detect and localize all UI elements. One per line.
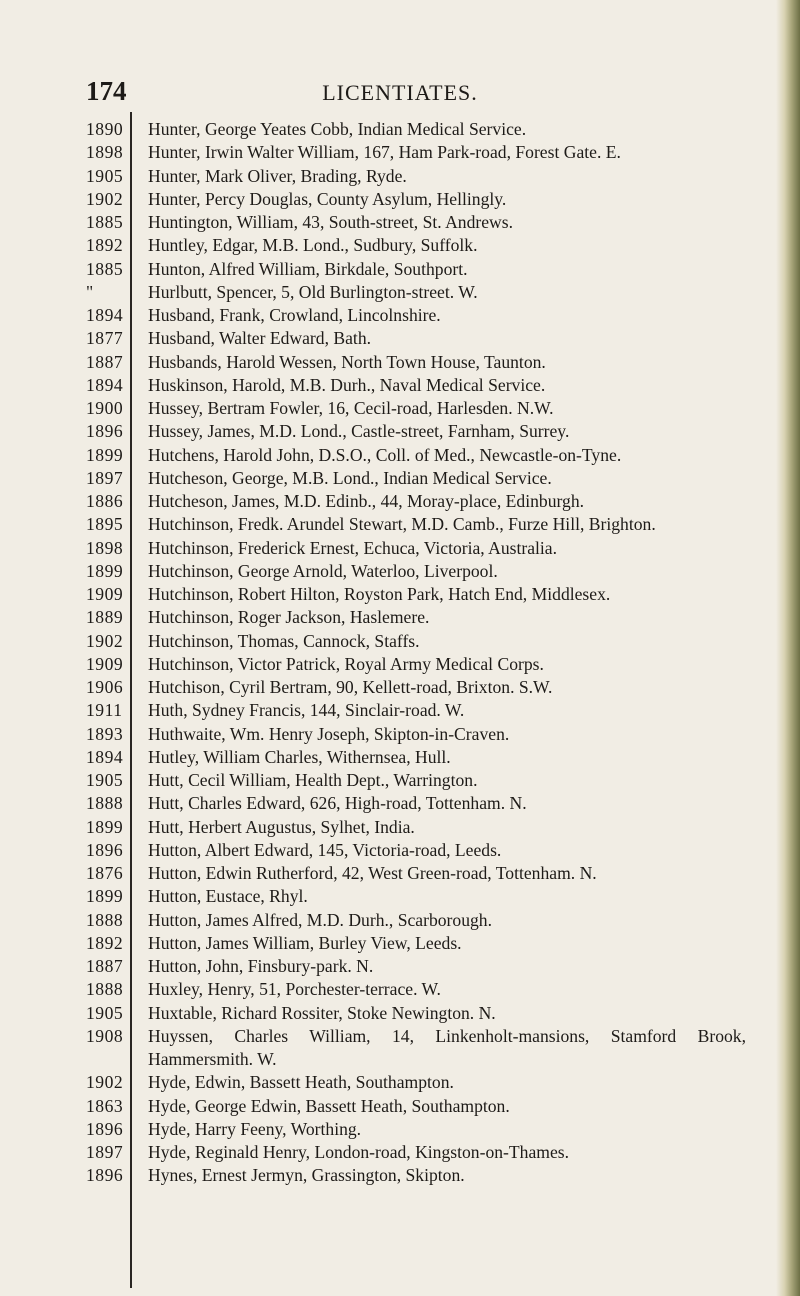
- entry-text: Hutchinson, Roger Jackson, Haslemere.: [148, 607, 430, 628]
- list-item: [86, 699, 746, 722]
- entry-year: 1887: [86, 956, 124, 976]
- list-item: [86, 420, 746, 443]
- entry-text: Huntington, William, 43, South-street, St. Andrews.: [148, 212, 514, 232]
- list-item: [86, 1002, 746, 1025]
- entry-text: Hutton, James Alfred, M.D. Durh., Scarborough.: [148, 909, 493, 930]
- entry-year: ": [86, 281, 94, 302]
- list-item: [86, 281, 746, 304]
- entry-year: 1894: [86, 305, 124, 325]
- entry-year: 1892: [86, 235, 124, 256]
- entry-text: Hurlbutt, Spencer, 5, Old Burlington-street. W.: [148, 281, 478, 302]
- entry-year: 1906: [86, 677, 124, 697]
- entry-year: 1890: [86, 119, 124, 139]
- entry-text: Hutchinson, Frederick Ernest, Echuca, Victoria, Australia.: [148, 537, 558, 558]
- entry-year: 1899: [86, 886, 124, 907]
- entry-text: Huxley, Henry, 51, Porchester-terrace. W.: [148, 979, 441, 1000]
- list-item: [86, 374, 746, 397]
- entry-text: Hutt, Charles Edward, 626, High-road, Tottenham. N.: [148, 793, 527, 814]
- list-item: [86, 490, 746, 513]
- list-item: [86, 723, 746, 746]
- list-item: [86, 653, 746, 676]
- entry-text: Hunter, Mark Oliver, Brading, Ryde.: [148, 165, 407, 186]
- list-item: [86, 560, 746, 583]
- entry-year: 1885: [86, 212, 124, 232]
- list-item: [86, 932, 746, 955]
- entry-year: 1885: [86, 258, 124, 279]
- entry-year: 1898: [86, 537, 124, 558]
- entry-year: 1887: [86, 351, 124, 372]
- entry-text: Huntley, Edgar, M.B. Lond., Sudbury, Suffolk.: [148, 235, 478, 256]
- list-item: [86, 839, 746, 862]
- entry-year: 1905: [86, 165, 124, 186]
- entry-year: 1905: [86, 770, 124, 790]
- entry-year: 1898: [86, 142, 124, 163]
- entry-text: Hutt, Cecil William, Health Dept., Warrington.: [148, 770, 478, 790]
- list-item: [86, 141, 746, 164]
- entry-year: 1896: [86, 1165, 124, 1186]
- page-number: 174: [86, 76, 127, 106]
- list-item: [86, 1141, 746, 1164]
- entry-year: 1899: [86, 816, 124, 837]
- entry-year: 1876: [86, 863, 124, 883]
- entry-text: Hutton, John, Finsbury-park. N.: [148, 956, 374, 976]
- list-item: [86, 885, 746, 908]
- entry-text: Hutchinson, George Arnold, Waterloo, Liverpool.: [148, 560, 498, 581]
- list-item: [86, 397, 746, 420]
- list-item: [86, 258, 746, 281]
- entry-text: Hyde, Edwin, Bassett Heath, Southampton.: [148, 1072, 454, 1093]
- entry-text: Hynes, Ernest Jermyn, Grassington, Skipton.: [148, 1165, 465, 1186]
- entry-text: Hutton, Eustace, Rhyl.: [148, 886, 308, 907]
- list-item: [86, 513, 746, 536]
- entry-year: 1902: [86, 1072, 124, 1093]
- entry-year: 1894: [86, 374, 124, 395]
- entry-text: Hutchison, Cyril Bertram, 90, Kellett-road, Brixton. S.W.: [148, 677, 553, 697]
- entry-text: Hunton, Alfred William, Birkdale, Southport.: [148, 258, 468, 279]
- list-item: [86, 816, 746, 839]
- entry-year: 1902: [86, 630, 124, 651]
- entry-year: 1895: [86, 514, 124, 535]
- entry-year: 1888: [86, 909, 124, 930]
- entry-text: Hutton, James William, Burley View, Leeds.: [148, 932, 462, 953]
- entry-year: 1888: [86, 979, 124, 1000]
- entry-text: Hutchinson, Victor Patrick, Royal Army Medical Corps.: [148, 653, 544, 674]
- entry-year: 1893: [86, 723, 124, 744]
- entry-text: Hutchinson, Fredk. Arundel Stewart, M.D. Camb., Furze Hill, Brighton.: [148, 514, 656, 535]
- list-item: [86, 676, 746, 699]
- entry-year: 1911: [86, 700, 123, 721]
- entry-text: Hutley, William Charles, Withernsea, Hull.: [148, 746, 451, 767]
- entry-text: Husband, Frank, Crowland, Lincolnshire.: [148, 305, 441, 325]
- entry-year: 1877: [86, 328, 124, 349]
- list-item: [86, 211, 746, 234]
- entry-text: Huskinson, Harold, M.B. Durh., Naval Medical Service.: [148, 374, 546, 395]
- list-item: [86, 1118, 746, 1141]
- entry-year: 1894: [86, 746, 124, 767]
- entry-year: 1892: [86, 932, 124, 953]
- entry-text: Hutt, Herbert Augustus, Sylhet, India.: [148, 816, 415, 837]
- entry-text: Husbands, Harold Wessen, North Town House, Taunton.: [148, 351, 546, 372]
- list-item: [86, 955, 746, 978]
- entry-text: Hussey, Bertram Fowler, 16, Cecil-road, Harlesden. N.W.: [148, 398, 554, 418]
- entry-text: Hutchinson, Robert Hilton, Royston Park, Hatch End, Middlesex.: [148, 584, 611, 604]
- list-item: [86, 118, 746, 141]
- entry-text: Huxtable, Richard Rossiter, Stoke Newington. N.: [148, 1002, 496, 1023]
- entry-text: Huyssen, Charles William, 14, Linkenholt-mansions, Stamford Brook, Hammersmith. W.: [148, 1025, 746, 1069]
- entry-year: 1886: [86, 491, 124, 511]
- entry-text: Hyde, George Edwin, Bassett Heath, Southampton.: [148, 1095, 510, 1116]
- list-item: [86, 909, 746, 932]
- list-item: [86, 746, 746, 769]
- list-item: [86, 327, 746, 350]
- list-item: [86, 792, 746, 815]
- list-item: [86, 606, 746, 629]
- entry-text: Hutchinson, Thomas, Cannock, Staffs.: [148, 630, 420, 651]
- entry-year: 1897: [86, 467, 124, 488]
- entry-text: Hutton, Albert Edward, 145, Victoria-road, Leeds.: [148, 839, 502, 860]
- list-item: [86, 444, 746, 467]
- entry-text: Hunter, Percy Douglas, County Asylum, Hellingly.: [148, 188, 507, 209]
- entry-text: Hutcheson, James, M.D. Edinb., 44, Moray-place, Edinburgh.: [148, 491, 585, 511]
- list-item: [86, 188, 746, 211]
- entry-text: Huth, Sydney Francis, 144, Sinclair-road. W.: [148, 700, 465, 721]
- list-item: [86, 1164, 746, 1187]
- list-item: [86, 537, 746, 560]
- entry-year: 1908: [86, 1025, 124, 1046]
- entry-text: Hunter, Irwin Walter William, 167, Ham Park-road, Forest Gate. E.: [148, 142, 621, 163]
- entry-text: Hutcheson, George, M.B. Lond., Indian Medical Service.: [148, 467, 552, 488]
- entry-text: Husband, Walter Edward, Bath.: [148, 328, 372, 349]
- list-item: [86, 1025, 746, 1072]
- entry-year: 1863: [86, 1095, 124, 1116]
- entry-year: 1902: [86, 188, 124, 209]
- entry-year: 1905: [86, 1002, 124, 1023]
- list-item: [86, 351, 746, 374]
- list-item: [86, 769, 746, 792]
- entry-year: 1899: [86, 444, 124, 465]
- list-item: [86, 234, 746, 257]
- entry-year: 1888: [86, 793, 124, 814]
- entry-text: Hussey, James, M.D. Lond., Castle-street, Farnham, Surrey.: [148, 421, 570, 442]
- running-head: LICENTIATES.: [322, 80, 478, 105]
- entry-year: 1896: [86, 839, 124, 860]
- entry-year: 1900: [86, 398, 124, 418]
- entry-text: Hyde, Reginald Henry, London-road, Kingston-on-Thames.: [148, 1142, 570, 1162]
- entry-text: Hutton, Edwin Rutherford, 42, West Green-road, Tottenham. N.: [148, 863, 597, 883]
- entry-text: Hutchens, Harold John, D.S.O., Coll. of Med., Newcastle-on-Tyne.: [148, 444, 622, 465]
- page-edge-shadow: [776, 0, 800, 1296]
- list-item: [86, 978, 746, 1001]
- entry-year: 1909: [86, 584, 124, 604]
- entry-year: 1889: [86, 607, 124, 628]
- list-item: [86, 630, 746, 653]
- list-item: [86, 583, 746, 606]
- entry-year: 1897: [86, 1142, 124, 1162]
- list-item: [86, 304, 746, 327]
- list-item: [86, 1095, 746, 1118]
- list-item: [86, 165, 746, 188]
- list-item: [86, 862, 746, 885]
- entry-year: 1896: [86, 421, 124, 442]
- entry-year: 1899: [86, 560, 124, 581]
- entry-text: Hunter, George Yeates Cobb, Indian Medical Service.: [148, 119, 527, 139]
- entry-year: 1896: [86, 1118, 124, 1139]
- entry-text: Hyde, Harry Feeny, Worthing.: [148, 1118, 362, 1139]
- entry-text: Huthwaite, Wm. Henry Joseph, Skipton-in-Craven.: [148, 723, 510, 744]
- list-item: [86, 1071, 746, 1094]
- entry-year: 1909: [86, 653, 124, 674]
- entry-list: [86, 118, 746, 1188]
- list-item: [86, 467, 746, 490]
